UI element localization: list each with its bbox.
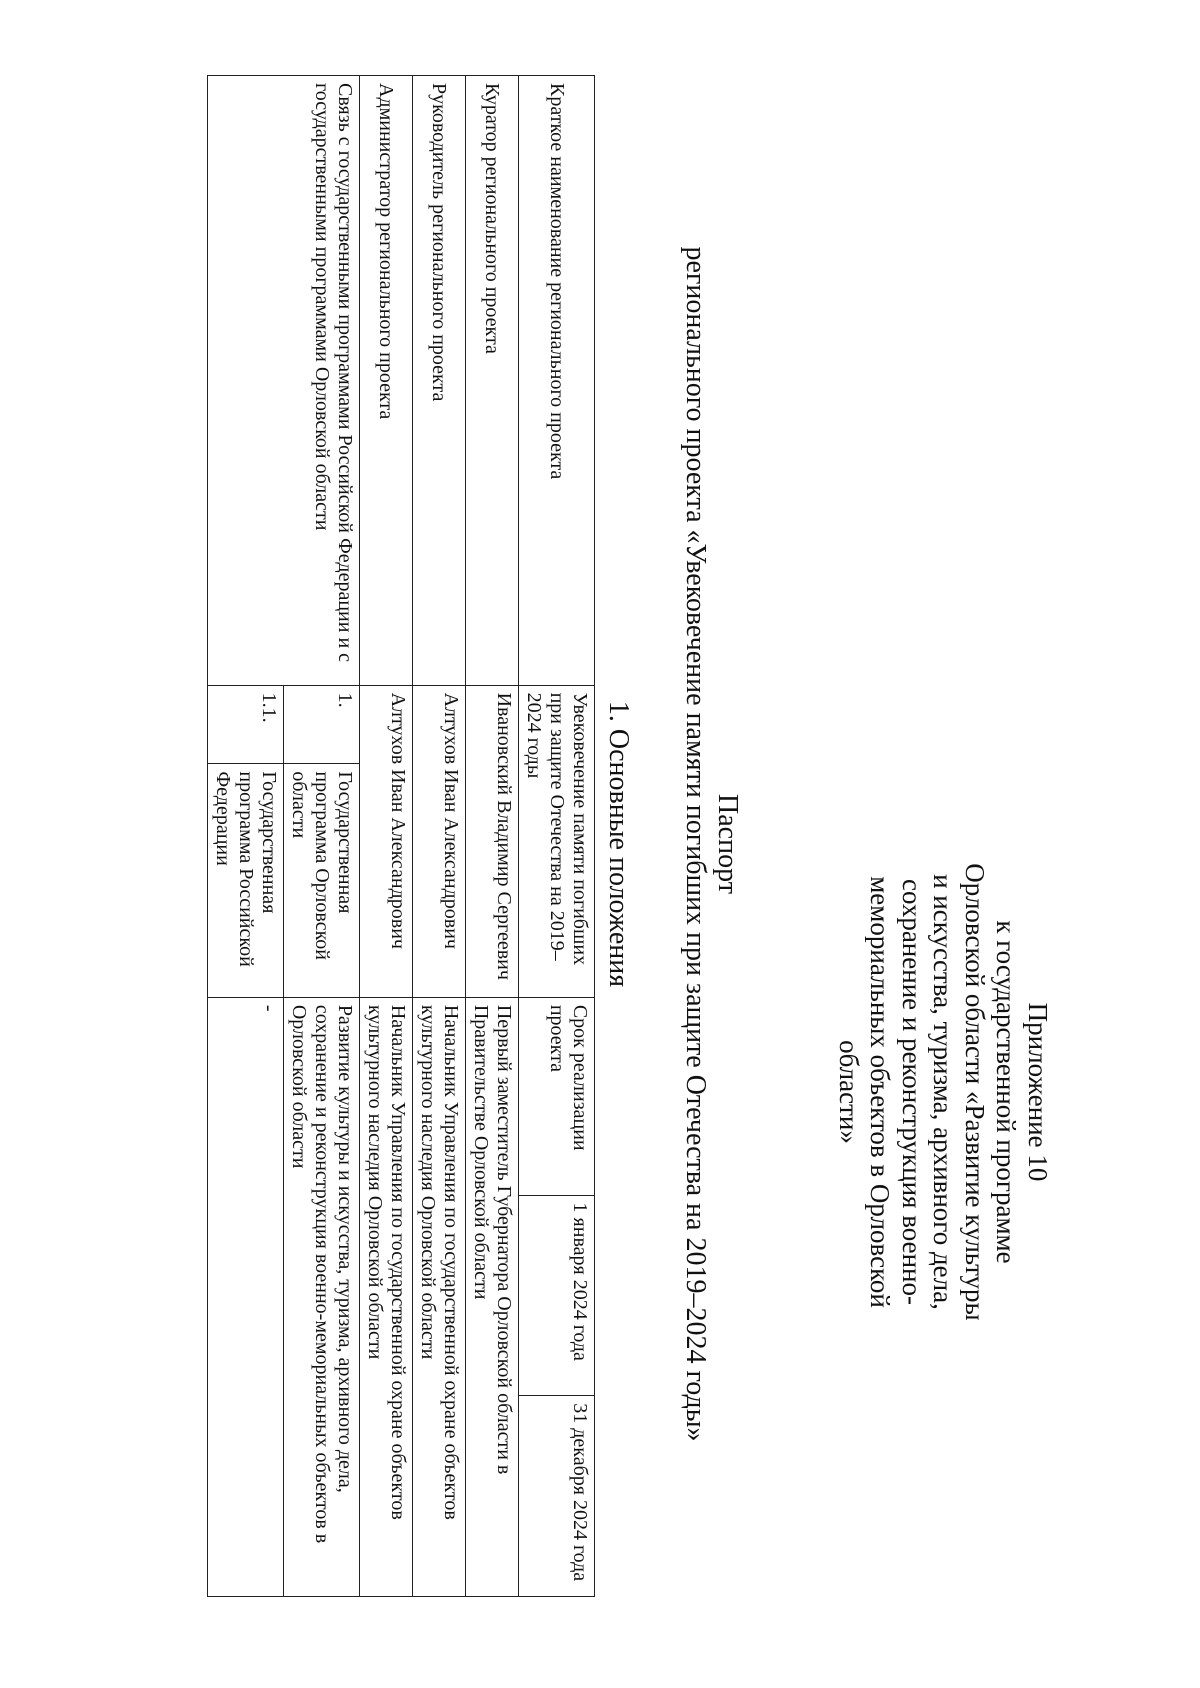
- appendix-line: сохранение и реконструкция военно-: [897, 879, 927, 1305]
- passport-subtitle: регионального проекта «Увековечение памяти погибших при защите Отечества на 2019–2024 годы»: [680, 246, 711, 1442]
- appendix-line: мемориальных объектов в Орловской: [865, 876, 896, 1308]
- short-name-label: Краткое наименование регионального проекта: [519, 76, 595, 686]
- appendix-line: Приложение 10: [1023, 1002, 1053, 1182]
- admin-name: Алтухов Иван Александрович: [360, 685, 413, 997]
- appendix-line: к государственной программе: [991, 920, 1022, 1264]
- appendix-line: Орловской области «Развитие культуры: [960, 863, 990, 1321]
- link-num: 1.1.: [208, 685, 284, 764]
- appendix-line: области»: [834, 1040, 864, 1144]
- section-title: 1. Основные положения: [603, 700, 634, 988]
- term-label: Срок реализации проекта: [519, 997, 595, 1195]
- table-row: [519, 76, 595, 1597]
- link-program: Государственная программа Российской Федерации: [208, 764, 284, 997]
- head-name: Алтухов Иван Александрович: [413, 685, 466, 997]
- table-row: [413, 76, 466, 1597]
- head-label: Руководитель регионального проекта: [413, 76, 466, 686]
- link-program: Государственная программа Орловской области: [284, 764, 360, 997]
- curator-label: Куратор регионального проекта: [466, 76, 519, 686]
- admin-label: Администратор регионального проекта: [360, 76, 413, 686]
- term-end: 31 декабря 2024 года: [519, 1396, 595, 1597]
- table-row: [360, 76, 413, 1597]
- appendix-line: и искусства, туризма, архивного дела,: [928, 874, 959, 1310]
- curator-name: Ивановский Владимир Сергеевич: [466, 685, 519, 997]
- links-label: Связь с государственными программами Российской Федерации и с государственными программами Орловской области: [208, 76, 360, 686]
- passport-heading: [678, 0, 742, 1688]
- main-provisions-table: [207, 75, 595, 1597]
- link-value: -: [208, 997, 284, 1596]
- table-row: [466, 76, 519, 1597]
- passport-title: Паспорт: [712, 794, 743, 894]
- table-row: [284, 76, 360, 1597]
- appendix-header: [833, 862, 1054, 1322]
- short-name-value: Увековечение памяти погибших при защите Отечества на 2019–2024 годы: [519, 685, 595, 997]
- head-position: Начальник Управления по государственной охране объектов культурного наследия Орловской области: [413, 997, 466, 1596]
- link-value: Развитие культуры и искусства, туризма, архивного дела, сохранение и реконструкция военно-мемориальных объектов в Орловской области: [284, 997, 360, 1596]
- admin-position: Начальник Управления по государственной охране объектов культурного наследия Орловской области: [360, 997, 413, 1596]
- term-start: 1 января 2024 года: [519, 1195, 595, 1396]
- curator-position: Первый заместитель Губернатора Орловской области в Правительстве Орловской области: [466, 997, 519, 1596]
- link-num: 1.: [284, 685, 360, 764]
